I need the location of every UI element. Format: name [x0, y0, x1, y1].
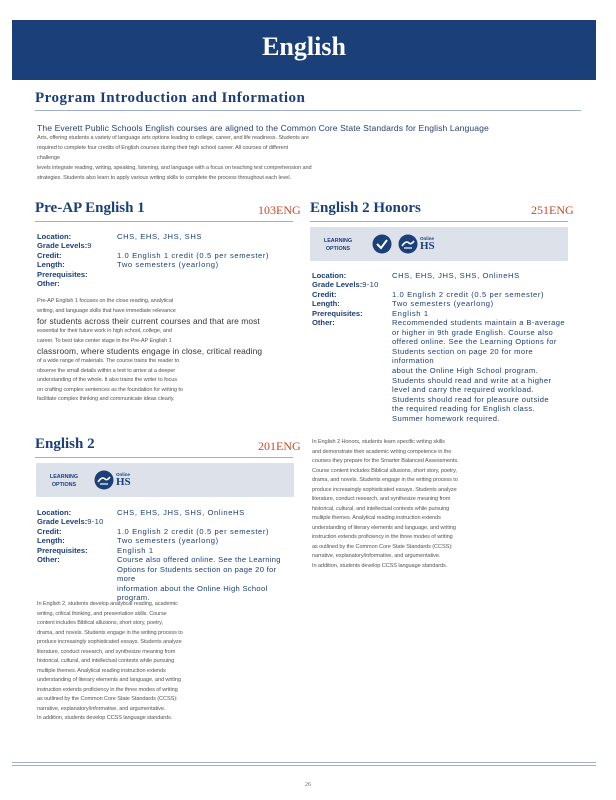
value-length: Two semesters (yearlong): [117, 536, 219, 546]
label-prerequisites: Prerequisites:: [312, 308, 363, 318]
course-desc-english2h: [312, 438, 574, 571]
desc-line: understanding of the whole. It also trains the writer to focus: [37, 377, 177, 383]
course-code-english2h: 251ENG: [531, 203, 574, 217]
desc-line: understanding of literary elements and language, and writing: [312, 524, 456, 531]
label-length: Length:: [312, 299, 340, 309]
desc-line: In addition, students develop CCSS language standards.: [37, 715, 173, 721]
online-text: Online: [116, 472, 131, 477]
learning-options-box: [310, 227, 568, 261]
desc-line: literature, conduct research, and synthesize meaning from: [312, 496, 451, 502]
label-location: Location:: [37, 232, 72, 241]
desc-line: as outlined by the Common Core State Standards (CCSS):: [37, 696, 178, 702]
value-grade-levels: 9-10: [362, 280, 379, 290]
desc-line-emphasis: for students across their current courses and that are most: [37, 316, 260, 326]
other-line: Students section on page 20 for more information: [392, 346, 534, 366]
course-desc-preap: [37, 297, 299, 405]
label-prerequisites: Prerequisites:: [37, 545, 88, 555]
value-credit: 1.0 English 2 credit (0.5 per semester): [117, 526, 270, 536]
online-hs-icon: [398, 234, 418, 254]
course-other-english2h: [392, 318, 570, 424]
other-line: about the Online High School program.: [392, 365, 539, 375]
header-band: [12, 20, 596, 80]
other-line: offered online. See the Learning Options for: [392, 337, 557, 347]
desc-line-emphasis: classroom, where students engage in close, critical reading: [37, 346, 263, 356]
label-other: Other:: [37, 278, 60, 288]
other-line: Students should read and write at a higher: [392, 375, 552, 385]
course-desc-english2: [37, 600, 299, 724]
desc-line: multiple themes. Analytical reading instruction extends: [312, 515, 441, 521]
other-line: Recommended students maintain a B-average: [392, 318, 566, 327]
footer-rule: [12, 762, 596, 763]
label-grade-levels: [312, 280, 379, 289]
learning-options-label: [318, 237, 358, 253]
intro-line: Arts, offering students a variety of language arts options leading to college, career, and life readiness. Students are: [37, 135, 309, 141]
footer-rule: [12, 765, 596, 766]
desc-line: of a wide range of materials. The course trains the reader to: [37, 358, 180, 364]
other-line: information about the Online High School program.: [117, 583, 268, 603]
value-grade-levels: 9: [87, 241, 92, 251]
desc-line: content includes Biblical allusions, short story, poetry,: [37, 620, 163, 626]
intro-line: strategies. Students also learn to apply various writing skills to complete the process throughout each level.: [37, 175, 291, 181]
label-grade-levels: [37, 241, 92, 250]
desc-line: instruction extends proficiency in the three modes of writing: [312, 534, 453, 540]
desc-line: and demonstrate their academic writing competence in the: [312, 448, 452, 455]
online-hs-icon: [94, 470, 114, 490]
hs-text: HS: [116, 476, 131, 488]
desc-line: essential for their future work in high school, college, and: [37, 328, 172, 334]
label-length: Length:: [37, 536, 65, 546]
value-prerequisites: English 1: [117, 545, 154, 555]
desc-line: historical, cultural, and intellectual contexts while pursuing: [37, 658, 175, 664]
value-location: CHS, EHS, JHS, SHS: [117, 232, 203, 241]
value-location: CHS, EHS, JHS, SHS, OnlineHS: [117, 508, 245, 517]
course-title-preap: Pre-AP English 1: [35, 200, 145, 216]
desc-line: writing, and language skills that have immediate relevance: [37, 307, 176, 314]
value-prerequisites: English 1: [392, 308, 429, 318]
value-credit: 1.0 English 2 credit (0.5 per semester): [392, 289, 545, 299]
desc-line: narrative, explanatory/informative, and argumentative.: [37, 705, 166, 712]
intro-body: [37, 133, 312, 183]
label-prerequisites: Prerequisites:: [37, 269, 88, 279]
course-rule-preap: [35, 221, 293, 222]
desc-line: on crafting complex sentences as the foundation for writing to: [37, 386, 183, 393]
other-line: Course also offered online. See the Learning: [117, 555, 281, 564]
label-grade-levels-text: Grade Levels:: [312, 280, 363, 290]
value-length: Two semesters (yearlong): [392, 299, 494, 309]
value-credit: 1.0 English 1 credit (0.5 per semester): [117, 250, 270, 260]
learning-options-label: [44, 473, 84, 489]
desc-line: In addition, students develop CCSS language standards.: [312, 562, 448, 569]
desc-line: as outlined by the Common Core State Standards (CCSS):: [312, 543, 453, 550]
desc-line: facilitate complex thinking and communicate ideas clearly.: [37, 396, 175, 402]
desc-line: In English 2, students develop analytical reading, academic: [37, 601, 178, 607]
desc-line: literature, conduct research, and synthesize meaning from: [37, 648, 176, 655]
label-length: Length:: [37, 260, 65, 270]
learning-options-line: OPTIONS: [325, 246, 351, 252]
desc-line: drama, and novels. Students engage in the writing process to: [37, 629, 183, 636]
learning-options-box: [36, 463, 294, 497]
desc-line: drama, and novels. Students engage in the writing process to: [312, 477, 458, 483]
label-credit: Credit:: [37, 250, 62, 260]
desc-line: historical, cultural, and intellectual contexts while pursuing: [312, 505, 450, 512]
label-credit: Credit:: [312, 289, 337, 299]
online-hs-logo: [420, 236, 435, 252]
intro-lead: The Everett Public Schools English courses are aligned to the Common Core State Standards for English Language: [37, 123, 489, 133]
label-location: Location:: [37, 508, 72, 517]
label-other: Other:: [312, 317, 335, 327]
desc-line: In English 2 Honors, students learn specific writing skills: [312, 439, 445, 445]
online-hs-logo: [116, 472, 131, 488]
label-grade-levels: [37, 517, 104, 526]
desc-line: Course content includes Biblical allusions, short story, poetry,: [312, 467, 457, 474]
label-other: Other:: [37, 554, 60, 564]
intro-line: levels integrate reading, writing, speaking, listening, and language with a focus on teaching text comprehension and: [37, 165, 312, 171]
value-location: CHS, EHS, JHS, SHS, OnlineHS: [392, 271, 520, 280]
learning-options-line: LEARNING: [49, 474, 79, 480]
hs-text: HS: [420, 240, 435, 252]
course-rule-english2h: [310, 221, 568, 222]
course-info-preap: [37, 232, 297, 288]
desc-line: produce increasingly sophisticated essays. Students analyze: [37, 639, 182, 645]
course-code-english2: 201ENG: [258, 439, 301, 453]
course-other-english2: [117, 555, 297, 603]
online-text: Online: [420, 236, 435, 241]
other-line: the required reading for English class.: [392, 404, 536, 414]
desc-line: understanding of literary elements and language, and writing: [37, 677, 181, 683]
intro-title: Program Introduction and Information: [35, 90, 306, 106]
label-location: Location:: [312, 271, 347, 280]
other-line: or higher in 9th grade English. Course also: [392, 327, 554, 337]
learning-options-line: OPTIONS: [51, 482, 77, 488]
course-title-english2h: English 2 Honors: [310, 200, 421, 216]
intro-line: required to complete four credits of English courses during their high school career. All courses of different challenge: [37, 145, 289, 161]
other-line: Options for Students section on page 20 for more: [117, 564, 277, 584]
value-grade-levels: 9-10: [87, 517, 104, 527]
desc-line: produce increasingly sophisticated essays. Students analyze: [312, 486, 457, 493]
course-code-preap: 103ENG: [258, 203, 301, 217]
label-grade-levels-text: Grade Levels:: [37, 241, 88, 251]
page-title: English: [262, 32, 346, 61]
value-length: Two semesters (yearlong): [117, 260, 219, 270]
desc-line: Pre-AP English 1 focuses on the close reading, analytical: [37, 298, 173, 304]
learning-options-line: LEARNING: [323, 238, 353, 244]
desc-line: courses they prepare for the Smarter Balanced Assessments.: [312, 458, 459, 464]
desc-line: writing, critical thinking, and presentation skills. Course: [37, 610, 167, 617]
page-number: 26: [305, 782, 311, 788]
desc-line: instruction extends proficiency in the three modes of writing: [37, 686, 178, 693]
desc-line: multiple themes. Analytical reading instruction extends: [37, 667, 166, 674]
course-rule-english2: [35, 457, 293, 458]
desc-line: observe the small details within a text to arrive at a deeper: [37, 367, 176, 374]
other-line: Students should read for pleasure outside: [392, 394, 549, 404]
intro-rule: [35, 110, 581, 111]
label-credit: Credit:: [37, 526, 62, 536]
other-line: Summer homework required.: [392, 413, 500, 423]
desc-line: narrative, explanatory/informative, and argumentative.: [312, 553, 441, 559]
course-title-english2: English 2: [35, 436, 95, 452]
checkmark-icon: [372, 234, 392, 254]
desc-line: career. To best take center stage in the Pre-AP English 1: [37, 337, 172, 344]
label-grade-levels-text: Grade Levels:: [37, 517, 88, 527]
other-line: level and carry the required workload.: [392, 385, 534, 395]
